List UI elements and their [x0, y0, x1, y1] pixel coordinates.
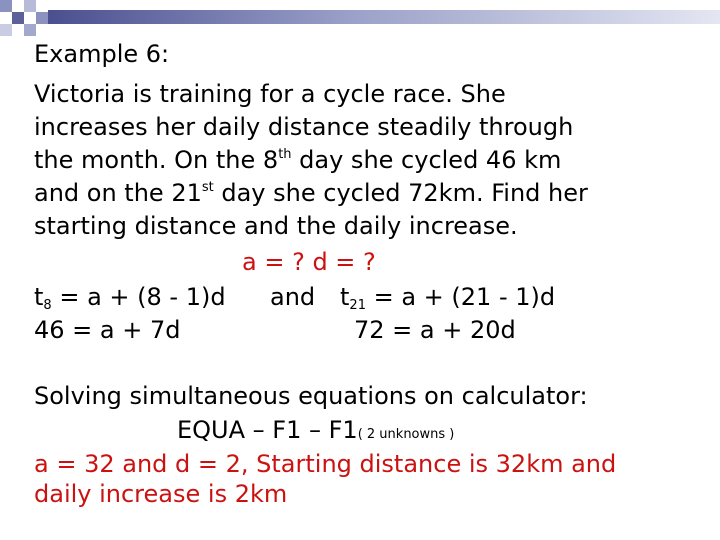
equation-simplified-right: 72 = a + 20d — [354, 316, 516, 344]
problem-line-3 — [34, 144, 561, 178]
equation-rhs: = a + (21 - 1)d — [365, 283, 556, 311]
problem-line-5: starting distance and the daily increase. — [34, 212, 518, 240]
decor-square — [0, 24, 12, 36]
term-symbol: t — [340, 283, 350, 311]
equation-rhs: = a + (8 - 1)d — [51, 283, 226, 311]
equation-simplified-left: 46 = a + 7d — [34, 316, 181, 344]
problem-line-1: Victoria is training for a cycle race. She — [34, 80, 506, 108]
problem-line-4-rest: day she cycled 72km. Find her — [213, 179, 588, 207]
calculator-keys-text: EQUA – F1 – F1 — [177, 416, 358, 444]
header-decoration — [0, 0, 720, 36]
equation-joiner: and — [270, 283, 316, 311]
decor-square — [24, 0, 36, 12]
decor-square — [36, 12, 48, 24]
term-subscript: 21 — [349, 298, 366, 313]
problem-line-4-text: and on the 21 — [34, 179, 202, 207]
term-subscript: 8 — [43, 298, 52, 313]
answer-line-2: daily increase is 2km — [34, 480, 288, 508]
calculator-keys-note: ( 2 unknowns ) — [357, 427, 455, 442]
problem-line-2: increases her daily distance steadily through — [34, 113, 574, 141]
ordinal-suffix: st — [201, 180, 214, 195]
calculator-keys — [177, 414, 454, 452]
equation-t8 — [34, 281, 226, 315]
decor-square — [12, 12, 24, 24]
answer-line-1: a = 32 and d = 2, Starting distance is 32km and — [34, 450, 617, 478]
problem-line-3-rest: day she cycled 46 km — [291, 146, 562, 174]
unknowns-label: a = ? d = ? — [242, 248, 376, 276]
term-symbol: t — [34, 283, 44, 311]
example-heading: Example 6: — [34, 40, 170, 68]
decor-square — [24, 24, 36, 36]
problem-line-3-text: the month. On the 8 — [34, 146, 279, 174]
ordinal-suffix: th — [278, 147, 292, 162]
problem-line-4 — [34, 177, 588, 211]
header-gradient-bar — [48, 10, 720, 24]
decor-square — [0, 0, 12, 12]
equation-t21 — [340, 281, 555, 315]
solution-intro: Solving simultaneous equations on calculator: — [34, 382, 588, 410]
